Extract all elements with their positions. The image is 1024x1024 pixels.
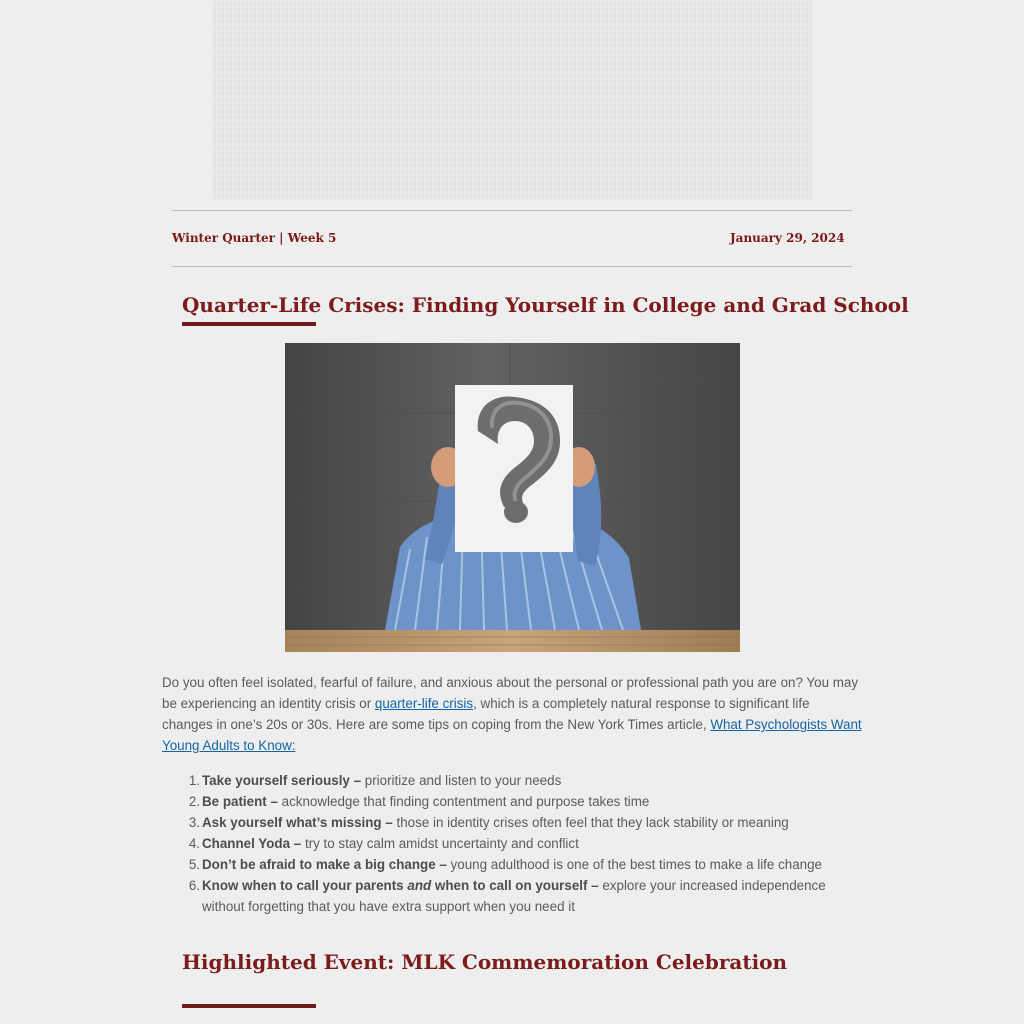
list-item [188, 833, 862, 854]
article-title: Quarter-Life Crises: Finding Yourself in College and Grad School [182, 293, 909, 317]
list-item-title: Channel Yoda – [202, 836, 302, 851]
list-item-number: 1. [188, 773, 200, 788]
list-item-text: young adulthood is one of the best times to make a life change [450, 857, 823, 872]
list-item [188, 770, 862, 791]
article-intro [162, 672, 862, 756]
list-item-text: explore your increased independence without forgetting that you have extra support when you need it [202, 878, 826, 914]
article-photo [285, 343, 740, 652]
list-item-title-part-2: when to call on yourself – [434, 878, 599, 893]
wooden-table [285, 630, 740, 652]
list-item-title: Don’t be afraid to make a big change – [202, 857, 447, 872]
quarter-week-label: Winter Quarter | Week 5 [172, 231, 337, 245]
header-top-rule [172, 210, 852, 211]
list-item-title: Be patient – [202, 794, 278, 809]
list-item [188, 875, 862, 917]
list-item [188, 854, 862, 875]
person-holding-question-sign-image [285, 343, 740, 652]
nyt-article-link[interactable]: What Psychologists Want Young Adults to Know: [162, 717, 862, 753]
newsletter-date: January 29, 2024 [730, 231, 845, 245]
list-item [188, 791, 862, 812]
list-item-number: 4. [188, 836, 200, 851]
list-item-title-italic: and [407, 878, 432, 893]
list-item-number: 6. [188, 878, 200, 893]
header-bottom-rule [172, 266, 852, 267]
list-item-number: 3. [188, 815, 200, 830]
intro-text-part-2: , which is a completely natural response to significant life changes in one’s 20s or 30s. Here are some tips on coping from the New York Times article, [162, 696, 810, 732]
coping-tips-list [188, 770, 862, 917]
quarter-life-crisis-link[interactable]: quarter-life crisis [374, 696, 474, 711]
intro-text-part-1: Do you often feel isolated, fearful of failure, and anxious about the personal or professional path you are on? You may be experiencing an identity crisis or [162, 675, 859, 711]
list-item-number: 5. [188, 857, 200, 872]
list-item-title-part-1: Know when to call your parents [202, 878, 404, 893]
list-item-text: try to stay calm amidst uncertainty and conflict [304, 836, 579, 851]
highlighted-event-title: Highlighted Event: MLK Commemoration Celebration [182, 950, 788, 974]
list-item-text: prioritize and listen to your needs [364, 773, 562, 788]
list-item-title: Ask yourself what’s missing – [202, 815, 393, 830]
list-item-number: 2. [188, 794, 200, 809]
article-title-underline [182, 322, 316, 326]
event-title-underline [182, 1004, 316, 1008]
list-item-text: acknowledge that finding contentment and purpose takes time [281, 794, 650, 809]
question-mark-dot [504, 501, 528, 523]
newsletter-banner [212, 0, 812, 200]
list-item-text: those in identity crises often feel that they lack stability or meaning [396, 815, 789, 830]
list-item [188, 812, 862, 833]
list-item-title: Take yourself seriously – [202, 773, 362, 788]
